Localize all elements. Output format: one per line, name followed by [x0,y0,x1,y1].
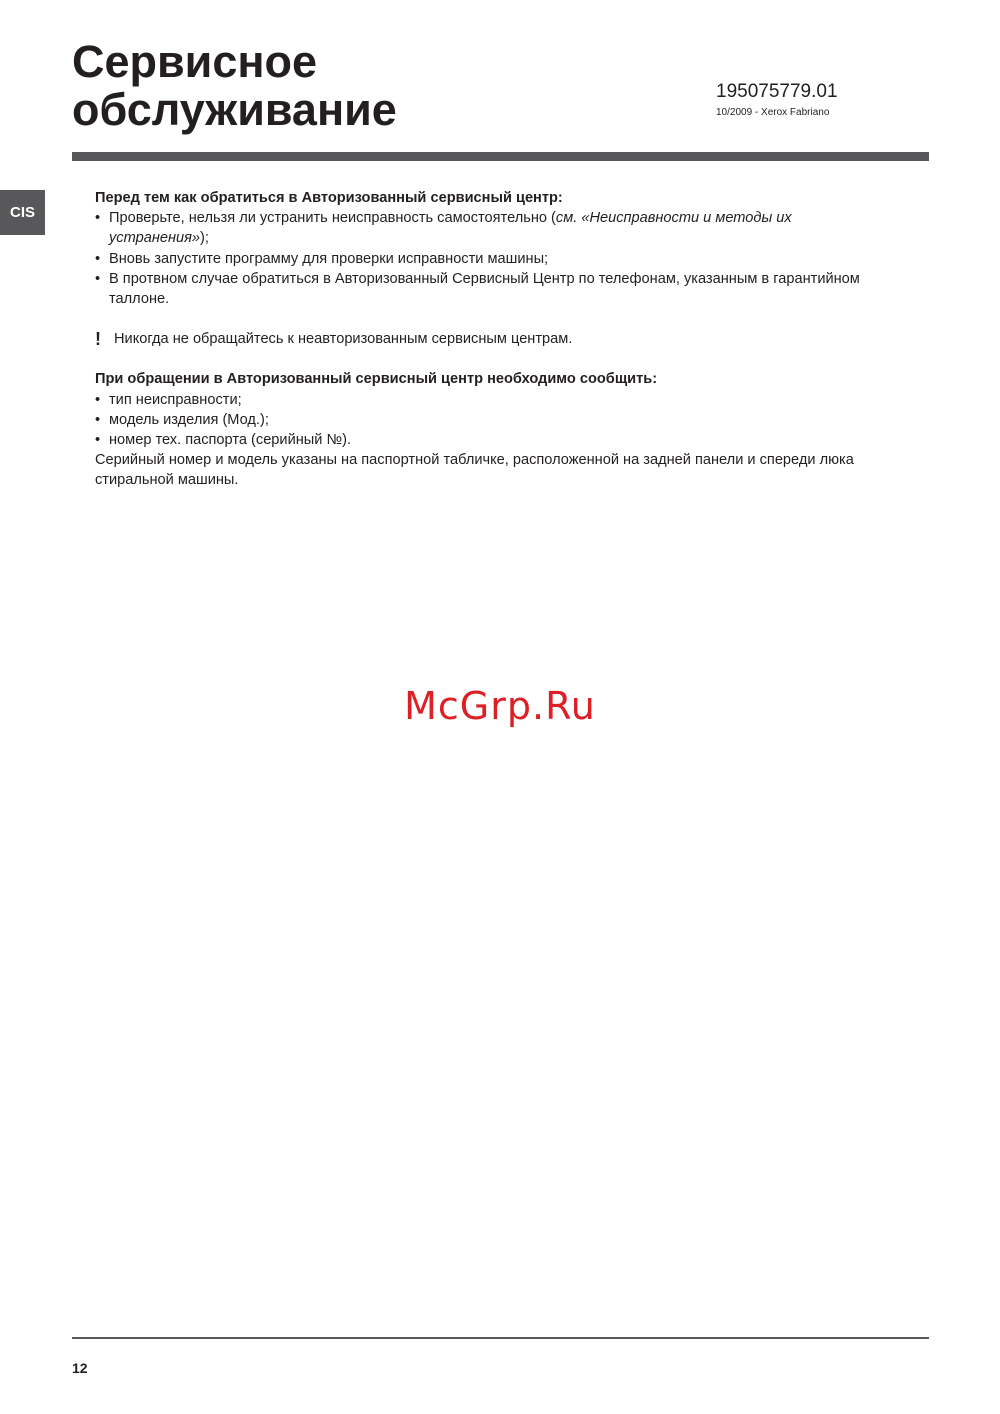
page-title-line-2: обслуживание [72,84,397,135]
header-divider [72,152,929,161]
list-item [95,208,895,248]
warning-note [95,329,895,349]
info-to-provide-list [95,390,895,451]
watermark: McGrp.Ru [404,684,596,728]
main-content [95,188,895,491]
list-item: • тип неисправности; [95,390,895,410]
checklist-before-contact [95,208,895,309]
language-tab: CIS [0,190,45,235]
document-number: 195075779.01 [716,81,838,102]
list-item: • модель изделия (Мод.); [95,410,895,430]
page-number: 12 [72,1360,88,1376]
list-item-tail: ); [200,230,209,247]
document-meta: 10/2009 - Xerox Fabriano [716,107,830,118]
cross-reference: см. «Неисправности и методы их устранения» [109,210,792,247]
exclamation-icon: ! [95,329,101,350]
warning-text: Никогда не обращайтесь к неавторизованным сервисным центрам. [114,331,573,348]
page-title [72,38,397,134]
section-heading-info-to-provide: При обращении в Авторизованный сервисный центр необходимо сообщить: [95,371,658,388]
section-heading-before-contact: Перед тем как обратиться в Авторизованный сервисный центр: [95,190,563,206]
serial-number-note: Серийный номер и модель указаны на паспортной табличке, расположенной на задней панели и спереди люка стиральной машины. [95,452,854,489]
list-item: • номер тех. паспорта (серийный №). [95,430,895,450]
list-item: • Вновь запустите программу для проверки исправности машины; [95,249,895,269]
footer-divider [72,1337,929,1339]
page-title-line-1: Сервисное [72,36,318,87]
list-item: • В протвном случае обратиться в Авторизованный Сервисный Центр по телефонам, указанным в гарантийном таллоне. [95,269,895,309]
list-item-text: Проверьте, нельзя ли устранить неисправность самостоятельно ( [109,210,556,227]
